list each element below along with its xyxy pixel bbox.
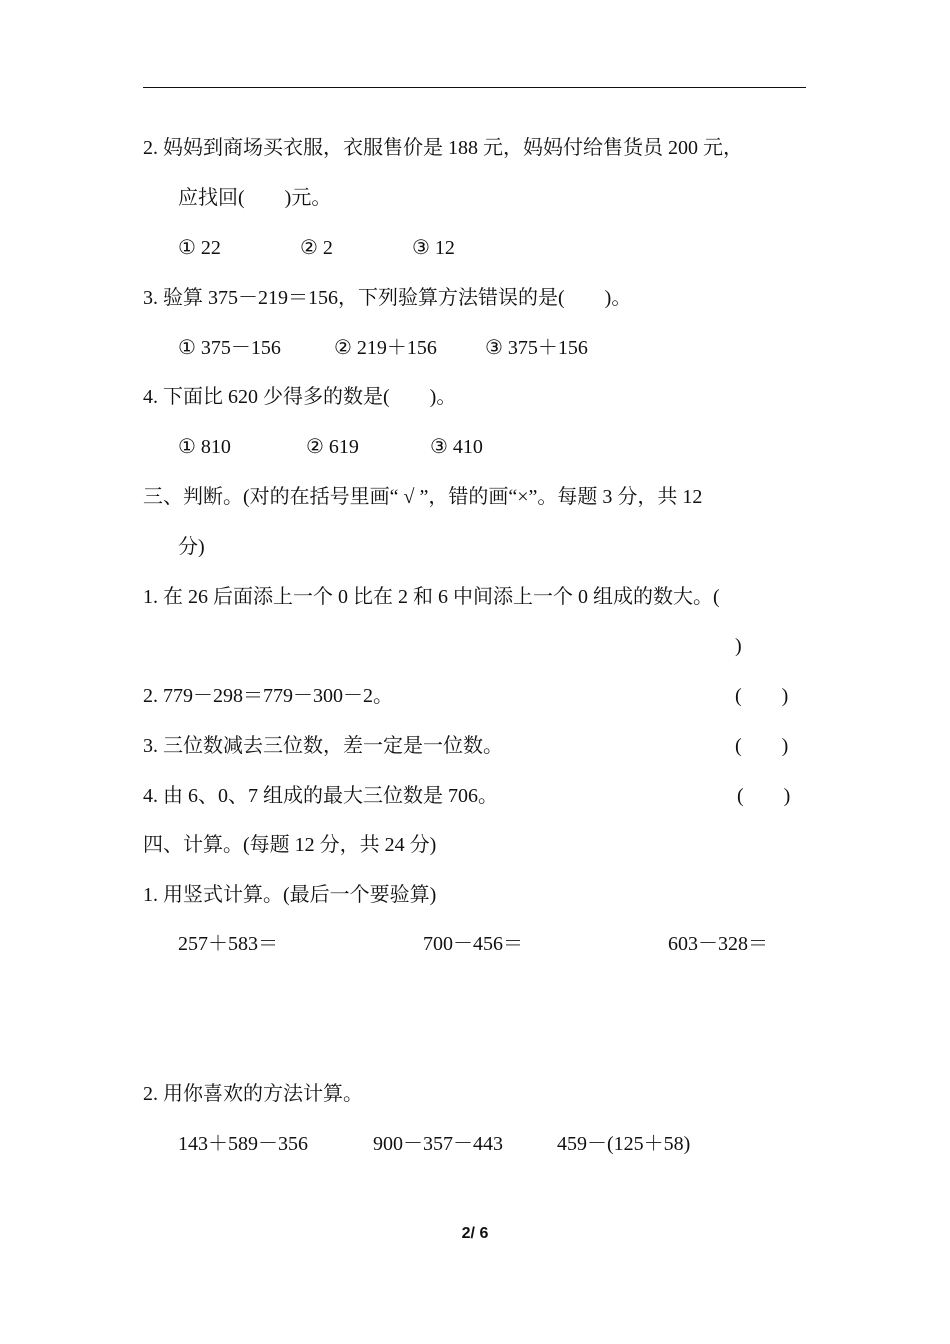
page-number: 2/ 6: [461, 1225, 489, 1242]
q3-option-1: ① 375－156: [178, 337, 281, 359]
q4-line1: 4. 下面比 620 少得多的数是( )。: [143, 386, 457, 408]
section3-heading-cont: 分): [178, 536, 205, 558]
calc-q1-expr-3: 603－328＝: [668, 933, 768, 955]
calc-q1-expr-1: 257＋583＝: [178, 933, 278, 955]
q3-option-3: ③ 375＋156: [485, 337, 588, 359]
section4-heading: 四、计算。(每题 12 分，共 24 分): [143, 834, 437, 856]
tf-item-1-answer-box: ): [735, 635, 742, 657]
calc-q2-expr-3: 459－(125＋58): [557, 1133, 691, 1155]
q3-option-2: ② 219＋156: [334, 337, 437, 359]
q4-option-3: ③ 410: [430, 436, 483, 458]
q2-line1: 2. 妈妈到商场买衣服，衣服售价是 188 元，妈妈付给售货员 200 元，: [143, 137, 743, 159]
section3-heading: 三、判断。(对的在括号里画“ √ ”，错的画“×”。每题 3 分，共 12: [143, 486, 703, 508]
header-rule: [143, 87, 806, 88]
calc-q1-expr-2: 700－456＝: [423, 933, 523, 955]
calc-q1-title: 1. 用竖式计算。(最后一个要验算): [143, 884, 437, 906]
q4-option-1: ① 810: [178, 436, 231, 458]
tf-item-4: 4. 由 6、0、7 组成的最大三位数是 706。: [143, 785, 498, 807]
tf-item-2: 2. 779－298＝779－300－2。: [143, 685, 393, 707]
q2-option-2: ② 2: [300, 237, 333, 259]
q2-line2: 应找回( )元。: [178, 187, 332, 209]
q2-option-3: ③ 12: [412, 237, 455, 259]
calc-q2-title: 2. 用你喜欢的方法计算。: [143, 1083, 363, 1105]
q4-option-2: ② 619: [306, 436, 359, 458]
tf-item-4-answer-box: ( ): [737, 785, 791, 807]
q3-line1: 3. 验算 375－219＝156，下列验算方法错误的是( )。: [143, 287, 632, 309]
tf-item-2-answer-box: ( ): [735, 685, 789, 707]
tf-item-3: 3. 三位数减去三位数，差一定是一位数。: [143, 735, 503, 757]
calc-q2-expr-2: 900－357－443: [373, 1133, 503, 1155]
calc-q2-expr-1: 143＋589－356: [178, 1133, 308, 1155]
tf-item-3-answer-box: ( ): [735, 735, 789, 757]
tf-item-1: 1. 在 26 后面添上一个 0 比在 2 和 6 中间添上一个 0 组成的数大。(: [143, 586, 720, 608]
q2-option-1: ① 22: [178, 237, 221, 259]
